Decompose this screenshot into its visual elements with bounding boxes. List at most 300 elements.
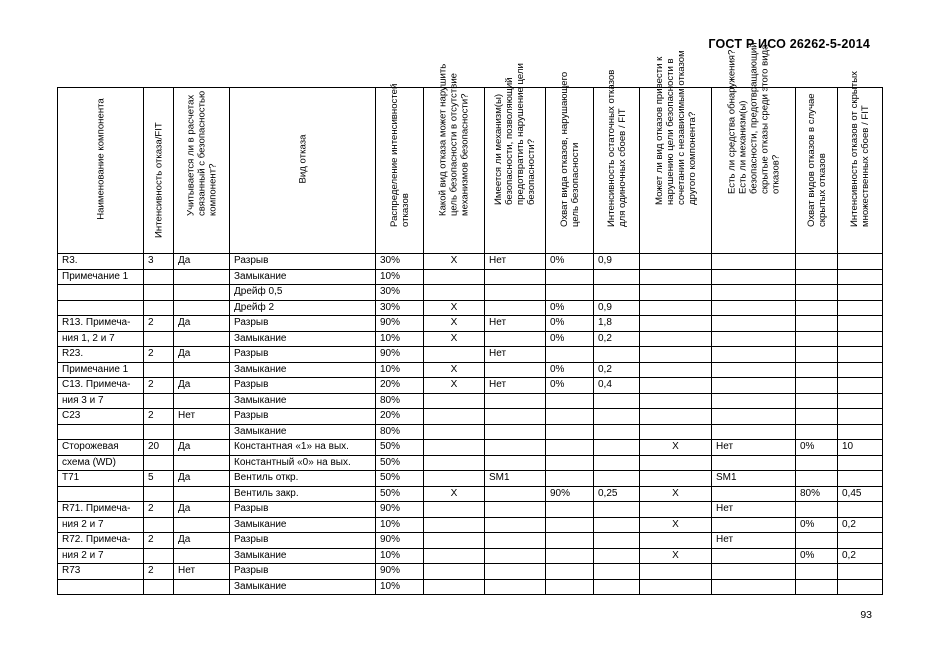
- table-cell: [424, 409, 485, 425]
- table-cell: Константный «0» на вых.: [230, 455, 376, 471]
- table-cell: 0,2: [838, 548, 883, 564]
- table-cell: [712, 378, 796, 394]
- column-header-label: Охват вида отказов, нарушающего цель безопасности: [558, 71, 581, 227]
- table-cell: 0,2: [594, 362, 640, 378]
- table-cell: [144, 393, 174, 409]
- table-cell: [640, 409, 712, 425]
- table-cell: [640, 502, 712, 518]
- table-cell: [144, 517, 174, 533]
- table-cell: [640, 331, 712, 347]
- table-cell: [640, 300, 712, 316]
- table-cell: [546, 347, 594, 363]
- table-cell: 90%: [376, 347, 424, 363]
- table-cell: Нет: [712, 533, 796, 549]
- table-cell: [594, 471, 640, 487]
- table-cell: X: [640, 548, 712, 564]
- table-cell: Да: [174, 347, 230, 363]
- table-cell: [144, 269, 174, 285]
- table-cell: 2: [144, 564, 174, 580]
- table-cell: [174, 331, 230, 347]
- table-cell: Замыкание: [230, 424, 376, 440]
- table-cell: [485, 517, 546, 533]
- table-cell: [174, 548, 230, 564]
- table-cell: [485, 502, 546, 518]
- table-row: [58, 486, 883, 502]
- table-cell: [424, 393, 485, 409]
- table-cell: Да: [174, 440, 230, 456]
- table-cell: X: [424, 378, 485, 394]
- table-cell: [546, 285, 594, 301]
- column-header: [712, 42, 796, 254]
- table-cell: Да: [174, 533, 230, 549]
- table-cell: [796, 285, 838, 301]
- table-cell: Да: [174, 378, 230, 394]
- table-row: [58, 579, 883, 595]
- column-header: [594, 69, 640, 254]
- table-cell: [174, 300, 230, 316]
- table-cell: [796, 331, 838, 347]
- table-row: [58, 378, 883, 394]
- table-row: [58, 393, 883, 409]
- column-header: [58, 88, 144, 254]
- table-cell: [58, 579, 144, 595]
- table-cell: 90%: [376, 502, 424, 518]
- table-cell: X: [640, 517, 712, 533]
- table-cell: [144, 300, 174, 316]
- table-cell: 80%: [376, 424, 424, 440]
- table-cell: 20%: [376, 409, 424, 425]
- table-cell: R13. Примеча-: [58, 316, 144, 332]
- column-header: [174, 88, 230, 254]
- table-cell: [485, 486, 546, 502]
- table-cell: [546, 579, 594, 595]
- table-row: [58, 316, 883, 332]
- table-cell: [796, 300, 838, 316]
- table-cell: [546, 471, 594, 487]
- column-header-label: Интенсивность отказов от скрытых множественных сбоев / FIT: [849, 71, 871, 227]
- table-cell: [640, 533, 712, 549]
- table-cell: [424, 502, 485, 518]
- table-cell: [796, 393, 838, 409]
- table-cell: [640, 254, 712, 270]
- table-cell: [424, 269, 485, 285]
- table-cell: [485, 300, 546, 316]
- table-cell: Разрыв: [230, 409, 376, 425]
- table-cell: 10: [838, 440, 883, 456]
- table-cell: [712, 362, 796, 378]
- table-cell: X: [640, 486, 712, 502]
- column-header: [424, 63, 485, 254]
- column-header-label: Имеется ли механизм(ы) безопасности, позволяющий предотвратить нарушение цели безопасности?: [493, 63, 537, 205]
- table-row: [58, 300, 883, 316]
- table-cell: [796, 362, 838, 378]
- column-header: [838, 71, 883, 254]
- table-cell: 10%: [376, 331, 424, 347]
- table-cell: [712, 331, 796, 347]
- table-cell: [594, 440, 640, 456]
- table-cell: [174, 285, 230, 301]
- table-cell: [424, 440, 485, 456]
- table-cell: Замыкание: [230, 579, 376, 595]
- table-cell: [838, 424, 883, 440]
- table-cell: [174, 579, 230, 595]
- table-cell: [174, 362, 230, 378]
- table-cell: 10%: [376, 579, 424, 595]
- table-cell: ния 3 и 7: [58, 393, 144, 409]
- table-cell: R3.: [58, 254, 144, 270]
- table-cell: [640, 393, 712, 409]
- column-header: [640, 50, 712, 254]
- table-cell: X: [424, 331, 485, 347]
- table-cell: 30%: [376, 254, 424, 270]
- table-cell: C13. Примеча-: [58, 378, 144, 394]
- table-cell: [712, 579, 796, 595]
- table-cell: [424, 579, 485, 595]
- table-cell: 0,25: [594, 486, 640, 502]
- table-cell: [838, 455, 883, 471]
- table-cell: 0%: [546, 254, 594, 270]
- table-cell: [58, 300, 144, 316]
- table-cell: [640, 285, 712, 301]
- table-cell: [594, 269, 640, 285]
- table-cell: [712, 517, 796, 533]
- table-cell: [640, 579, 712, 595]
- table-cell: 0%: [796, 517, 838, 533]
- table-cell: [796, 564, 838, 580]
- table-cell: [174, 486, 230, 502]
- table-cell: Замыкание: [230, 269, 376, 285]
- table-cell: [174, 269, 230, 285]
- table-cell: Разрыв: [230, 316, 376, 332]
- table-row: [58, 424, 883, 440]
- table-cell: 0%: [546, 331, 594, 347]
- table-cell: [712, 269, 796, 285]
- table-cell: Нет: [712, 440, 796, 456]
- table-cell: SM1: [485, 471, 546, 487]
- table-cell: [424, 564, 485, 580]
- table-cell: [838, 533, 883, 549]
- table-body: [58, 254, 883, 595]
- table-cell: [144, 579, 174, 595]
- table-cell: 10%: [376, 269, 424, 285]
- table-cell: Разрыв: [230, 564, 376, 580]
- table-cell: Нет: [485, 347, 546, 363]
- table-cell: [424, 548, 485, 564]
- table-cell: [796, 347, 838, 363]
- table-cell: Нет: [485, 254, 546, 270]
- table-cell: [594, 285, 640, 301]
- table-row: [58, 471, 883, 487]
- table-cell: [546, 424, 594, 440]
- column-header: [485, 63, 546, 254]
- table-cell: [796, 378, 838, 394]
- table-cell: 30%: [376, 285, 424, 301]
- table-cell: [594, 424, 640, 440]
- table-cell: 2: [144, 347, 174, 363]
- table-cell: [144, 548, 174, 564]
- table-cell: [174, 517, 230, 533]
- table-cell: X: [424, 300, 485, 316]
- table-cell: [796, 455, 838, 471]
- table-cell: [712, 316, 796, 332]
- table-cell: [594, 347, 640, 363]
- table-row: [58, 517, 883, 533]
- table-cell: Нет: [485, 316, 546, 332]
- table-cell: [594, 393, 640, 409]
- column-header-label: Может ли вид отказов привести к нарушению цели безопасности в сочетании с независимым отказом другого компонента?: [653, 50, 698, 205]
- table-cell: Замыкание: [230, 517, 376, 533]
- table-cell: 0%: [546, 300, 594, 316]
- table-cell: 3: [144, 254, 174, 270]
- table-cell: Константная «1» на вых.: [230, 440, 376, 456]
- column-header-label: Наименование компонента: [95, 98, 106, 220]
- table-cell: Да: [174, 254, 230, 270]
- table-cell: 1,8: [594, 316, 640, 332]
- table-cell: [640, 378, 712, 394]
- table-cell: [838, 269, 883, 285]
- table-cell: X: [424, 486, 485, 502]
- table-cell: [838, 378, 883, 394]
- table-cell: [424, 285, 485, 301]
- table-row: [58, 533, 883, 549]
- table-cell: ния 1, 2 и 7: [58, 331, 144, 347]
- table-cell: 5: [144, 471, 174, 487]
- table-cell: [796, 579, 838, 595]
- table-cell: [546, 440, 594, 456]
- table-cell: 90%: [546, 486, 594, 502]
- column-header-label: Какой вид отказа может нарушить цель безопасности в отсутствие механизмов безопасности?: [437, 63, 471, 216]
- table-row: [58, 564, 883, 580]
- table-row: [58, 285, 883, 301]
- table-cell: 0,4: [594, 378, 640, 394]
- table-cell: [485, 331, 546, 347]
- table-cell: [485, 548, 546, 564]
- table-cell: Разрыв: [230, 347, 376, 363]
- table-cell: [58, 285, 144, 301]
- table-cell: [712, 300, 796, 316]
- table-cell: [712, 564, 796, 580]
- table-cell: Разрыв: [230, 378, 376, 394]
- table-cell: [594, 548, 640, 564]
- table-cell: Дрейф 2: [230, 300, 376, 316]
- table-cell: [796, 316, 838, 332]
- table-cell: 0%: [546, 378, 594, 394]
- table-cell: 0%: [796, 548, 838, 564]
- table-cell: [424, 455, 485, 471]
- table-cell: Замыкание: [230, 548, 376, 564]
- table-cell: [174, 424, 230, 440]
- table-cell: схема (WD): [58, 455, 144, 471]
- table-cell: Нет: [174, 409, 230, 425]
- table-cell: [712, 409, 796, 425]
- table-cell: Да: [174, 502, 230, 518]
- table-cell: [424, 471, 485, 487]
- table-cell: [640, 471, 712, 487]
- table-cell: [424, 517, 485, 533]
- table-cell: [640, 455, 712, 471]
- table-cell: [712, 424, 796, 440]
- column-header: [796, 88, 838, 254]
- table-cell: Разрыв: [230, 533, 376, 549]
- document-header: ГОСТ Р ИСО 26262-5-2014: [708, 37, 870, 51]
- table-cell: R72. Примеча-: [58, 533, 144, 549]
- table-cell: [144, 362, 174, 378]
- table-cell: 20: [144, 440, 174, 456]
- table-cell: R73: [58, 564, 144, 580]
- column-header: [230, 88, 376, 254]
- table-cell: [594, 517, 640, 533]
- table-cell: [838, 393, 883, 409]
- table-cell: 80%: [376, 393, 424, 409]
- column-header-label: Охват видов отказов в случае скрытых отказов: [805, 93, 828, 227]
- table-row: [58, 331, 883, 347]
- table-cell: [144, 455, 174, 471]
- table-cell: 30%: [376, 300, 424, 316]
- table-cell: 10%: [376, 548, 424, 564]
- table-cell: [838, 331, 883, 347]
- table-cell: R23.: [58, 347, 144, 363]
- table-cell: [838, 300, 883, 316]
- table-cell: [546, 502, 594, 518]
- column-header-label: Интенсивность отказа/FIT: [153, 122, 164, 238]
- table-cell: 50%: [376, 471, 424, 487]
- table-cell: [640, 347, 712, 363]
- table-cell: [838, 254, 883, 270]
- table-cell: [796, 254, 838, 270]
- table-cell: 2: [144, 533, 174, 549]
- table-cell: [546, 548, 594, 564]
- table-row: [58, 455, 883, 471]
- table-cell: Замыкание: [230, 393, 376, 409]
- table-cell: [796, 502, 838, 518]
- table-cell: R71. Примеча-: [58, 502, 144, 518]
- table-cell: 50%: [376, 440, 424, 456]
- table-cell: [838, 564, 883, 580]
- table-cell: Вентиль закр.: [230, 486, 376, 502]
- table-cell: [144, 486, 174, 502]
- table-cell: [712, 254, 796, 270]
- table-cell: 0,9: [594, 254, 640, 270]
- table-cell: Да: [174, 471, 230, 487]
- table-cell: Вентиль откр.: [230, 471, 376, 487]
- table-cell: [796, 471, 838, 487]
- column-header: [546, 71, 594, 254]
- table-cell: [424, 424, 485, 440]
- table-cell: [640, 564, 712, 580]
- table-cell: [712, 393, 796, 409]
- table-cell: [546, 393, 594, 409]
- table-cell: [838, 347, 883, 363]
- table-cell: [174, 393, 230, 409]
- table-cell: Замыкание: [230, 362, 376, 378]
- table-cell: Да: [174, 316, 230, 332]
- table-cell: 90%: [376, 564, 424, 580]
- table-cell: ния 2 и 7: [58, 517, 144, 533]
- table-cell: [485, 409, 546, 425]
- table-cell: 50%: [376, 455, 424, 471]
- page-number: 93: [860, 609, 872, 621]
- table-cell: [144, 424, 174, 440]
- table-cell: 10%: [376, 517, 424, 533]
- table-row: [58, 548, 883, 564]
- table-cell: [485, 269, 546, 285]
- table-cell: [485, 579, 546, 595]
- table-cell: Нет: [485, 378, 546, 394]
- table-cell: 2: [144, 409, 174, 425]
- column-header-label: Распределение интенсивностей отказов: [388, 83, 411, 227]
- column-header: [376, 83, 424, 254]
- table-cell: [640, 362, 712, 378]
- table-cell: 0,9: [594, 300, 640, 316]
- table-cell: Нет: [712, 502, 796, 518]
- table-cell: [546, 409, 594, 425]
- table-cell: [712, 455, 796, 471]
- table-row: [58, 502, 883, 518]
- table-cell: [424, 533, 485, 549]
- table-cell: [796, 424, 838, 440]
- column-header-label: Вид отказа: [297, 134, 308, 184]
- table-cell: [594, 455, 640, 471]
- table-cell: [712, 548, 796, 564]
- table-cell: [838, 316, 883, 332]
- table-cell: Нет: [174, 564, 230, 580]
- table-cell: 90%: [376, 316, 424, 332]
- table-cell: Разрыв: [230, 502, 376, 518]
- table-cell: [144, 331, 174, 347]
- table-cell: [174, 455, 230, 471]
- table-cell: [546, 564, 594, 580]
- table-cell: 50%: [376, 486, 424, 502]
- table-cell: [796, 409, 838, 425]
- table-cell: [712, 285, 796, 301]
- column-header: [144, 88, 174, 254]
- table-cell: 2: [144, 378, 174, 394]
- table-cell: Примечание 1: [58, 269, 144, 285]
- table-cell: T71: [58, 471, 144, 487]
- table-cell: 0,2: [838, 517, 883, 533]
- table-cell: [485, 440, 546, 456]
- table-cell: [546, 269, 594, 285]
- table-cell: [144, 285, 174, 301]
- table-cell: [485, 362, 546, 378]
- table-row: [58, 440, 883, 456]
- table-cell: 0%: [546, 316, 594, 332]
- table-cell: [485, 533, 546, 549]
- table-cell: [838, 579, 883, 595]
- column-header-label: Интенсивность остаточных отказов для одиночных сбоев / FIT: [605, 69, 628, 227]
- table-cell: [796, 533, 838, 549]
- table-cell: Примечание 1: [58, 362, 144, 378]
- table-cell: [640, 424, 712, 440]
- table-cell: 0,2: [594, 331, 640, 347]
- table-cell: 20%: [376, 378, 424, 394]
- table-cell: [594, 502, 640, 518]
- table-cell: [546, 533, 594, 549]
- table-cell: [485, 564, 546, 580]
- table-cell: [424, 347, 485, 363]
- table-cell: 90%: [376, 533, 424, 549]
- table-cell: [594, 409, 640, 425]
- table-cell: [485, 393, 546, 409]
- table-cell: Замыкание: [230, 331, 376, 347]
- table-cell: [485, 285, 546, 301]
- table-cell: Разрыв: [230, 254, 376, 270]
- table-row: [58, 347, 883, 363]
- table-cell: [485, 424, 546, 440]
- table-cell: [640, 316, 712, 332]
- table-cell: [485, 455, 546, 471]
- table-cell: Сторожевая: [58, 440, 144, 456]
